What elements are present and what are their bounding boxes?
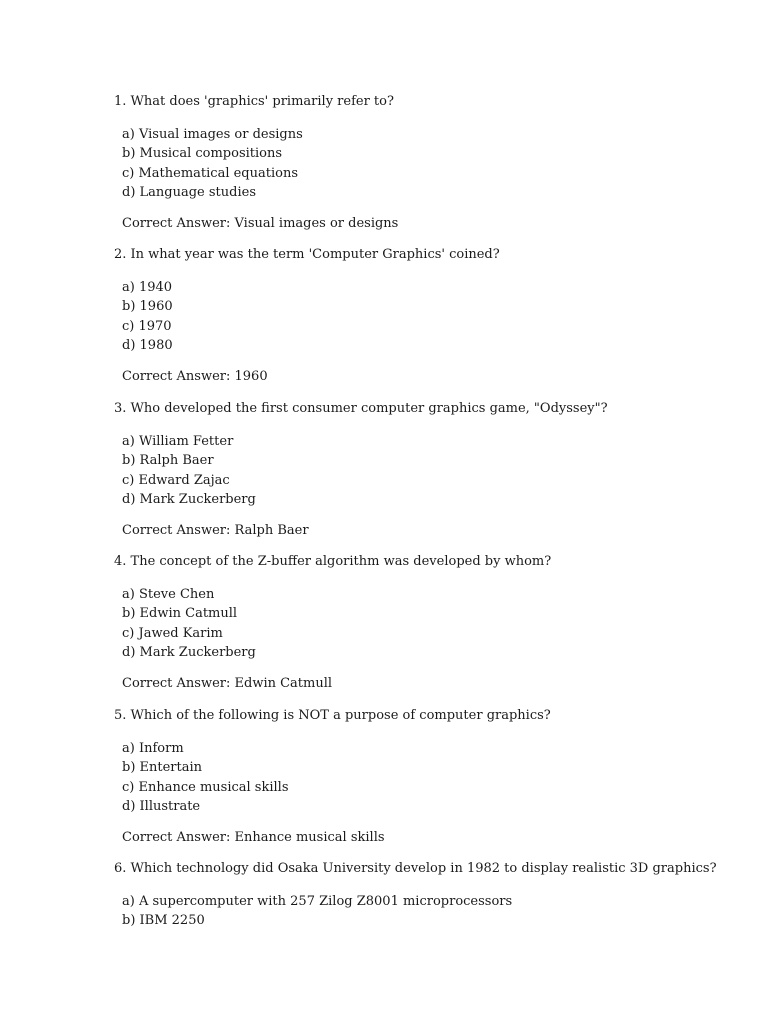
option-list: [122, 432, 734, 509]
option-b: b) Entertain: [122, 760, 203, 776]
question-text: 5. Which of the following is NOT a purpose of computer graphics?: [114, 708, 551, 723]
option-c: c) Jawed Karim: [122, 625, 223, 641]
option-b: b) Edwin Catmull: [122, 606, 238, 622]
option-c: c) Edward Zajac: [122, 472, 230, 488]
option-b: b) 1960: [122, 299, 173, 315]
question-text: 2. In what year was the term 'Computer Graphics' coined?: [114, 247, 500, 262]
option-a: a) Steve Chen: [122, 587, 215, 602]
option-d: d) Mark Zuckerberg: [122, 491, 256, 507]
option-d: d) 1980: [122, 337, 173, 353]
option-c: c) 1970: [122, 318, 172, 334]
option-list: [122, 585, 734, 662]
correct-answer: Correct Answer: Ralph Baer: [122, 523, 309, 539]
option-a: a) Visual images or designs: [122, 127, 303, 142]
question-4: [114, 553, 734, 693]
option-list: [122, 739, 734, 816]
option-b: b) Ralph Baer: [122, 453, 214, 469]
question-5: [114, 707, 734, 847]
option-a: a) William Fetter: [122, 434, 234, 449]
correct-answer: Correct Answer: Visual images or designs: [122, 216, 399, 232]
question-text: 3. Who developed the first consumer computer graphics game, "Odyssey"?: [114, 401, 608, 416]
option-list: [122, 278, 734, 355]
question-text: 1. What does 'graphics' primarily refer to?: [114, 94, 394, 109]
option-a: a) A supercomputer with 257 Zilog Z8001 microprocessors: [122, 894, 513, 909]
option-a: a) Inform: [122, 741, 184, 756]
option-b: b) Musical compositions: [122, 146, 283, 162]
correct-answer: Correct Answer: Edwin Catmull: [122, 676, 333, 692]
correct-answer: Correct Answer: 1960: [122, 369, 268, 385]
question-1: [114, 93, 734, 233]
option-d: d) Mark Zuckerberg: [122, 644, 256, 660]
option-d: d) Illustrate: [122, 798, 201, 814]
question-text: 6. Which technology did Osaka University develop in 1982 to display realistic 3D graphics?: [114, 861, 717, 876]
question-2: [114, 246, 734, 386]
option-list: [122, 892, 734, 931]
question-6: [114, 860, 734, 931]
option-b: b) IBM 2250: [122, 913, 205, 929]
option-a: a) 1940: [122, 280, 173, 295]
option-c: c) Mathematical equations: [122, 165, 299, 181]
option-d: d) Language studies: [122, 184, 256, 200]
question-3: [114, 400, 734, 540]
option-list: [122, 125, 734, 202]
option-c: c) Enhance musical skills: [122, 779, 289, 795]
correct-answer: Correct Answer: Enhance musical skills: [122, 830, 385, 846]
question-text: 4. The concept of the Z-buffer algorithm was developed by whom?: [114, 554, 552, 569]
